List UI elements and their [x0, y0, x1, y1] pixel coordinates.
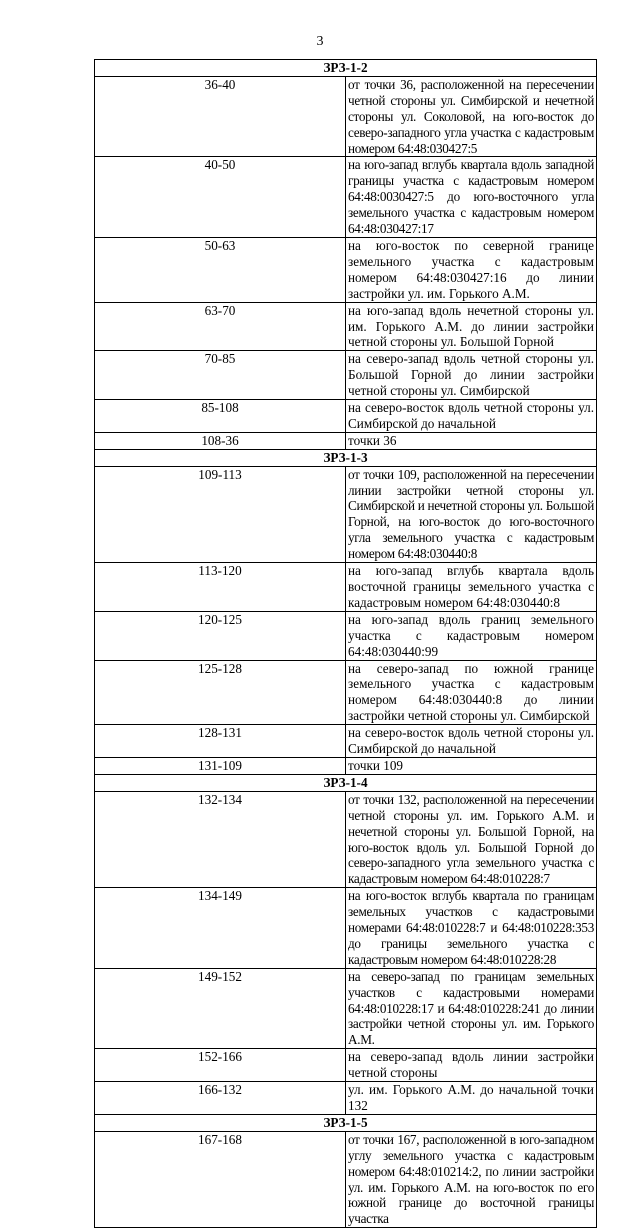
table-row — [95, 157, 597, 238]
boundary-description: на северо-запад по границам земельных участков с кадастровыми номерами 64:48:010228:17 и 64:48:010228:241 до линии застройки четной стороны ул. им. Горького А.М. — [346, 968, 597, 1049]
boundary-description: от точки 109, расположенной на пересечении линии застройки четной стороны ул. Симбирской и нечетной стороны ул. Большой Горной, на юго-восток до юго-восточного угла земельного участка с кадастровым номером 64:48:030440:8 — [346, 466, 597, 562]
point-range: 109-113 — [95, 466, 346, 562]
point-range: 108-36 — [95, 432, 346, 449]
table-row — [95, 400, 597, 433]
table-row — [95, 76, 597, 157]
table-row — [95, 302, 597, 351]
zone-title: ЗРЗ-1-5 — [95, 1114, 597, 1131]
boundary-description: от точки 36, расположенной на пересечении четной стороны ул. Симбирской и нечетной стороны ул. Соколовой, на юго-восток до северо-западного угла участка с кадастровым номером 64:48:030427:5 — [346, 76, 597, 157]
table-row — [95, 660, 597, 725]
table-row — [95, 466, 597, 562]
point-range: 70-85 — [95, 351, 346, 400]
boundary-description: на северо-восток вдоль четной стороны ул. Симбирской до начальной — [346, 725, 597, 758]
boundary-description: ул. им. Горького А.М. до начальной точки 132 — [346, 1082, 597, 1115]
zone-title: ЗРЗ-1-4 — [95, 774, 597, 791]
point-range: 152-166 — [95, 1049, 346, 1082]
zone-header-row — [95, 774, 597, 791]
table-row — [95, 432, 597, 449]
point-range: 36-40 — [95, 76, 346, 157]
zone-header-row — [95, 449, 597, 466]
boundary-description: на юго-восток вглубь квартала по границам земельных участков с кадастровыми номерами 64:48:010228:7 и 64:48:010228:353 до границы земельного участка с кадастровым номером 64:48:010228:28 — [346, 888, 597, 969]
boundary-description: на северо-запад вдоль линии застройки четной стороны — [346, 1049, 597, 1082]
boundary-description: на юго-запад вдоль границ земельного участка с кадастровым номером 64:48:030440:99 — [346, 611, 597, 660]
boundary-description: от точки 132, расположенной на пересечении четной стороны ул. им. Горького А.М. и нечетной стороны ул. Большой Горной, на юго-восток вдоль ул. Большой Горной до северо-западного угла земельного участка с кадастровым номером 64:48:010228:7 — [346, 791, 597, 887]
boundary-description: от точки 167, расположенной в юго-западном углу земельного участка с кадастровым номером 64:48:010214:2, по линии застройки ул. им. Горького А.М. на юго-восток по его южной границе до восточной границы участка — [346, 1131, 597, 1227]
point-range: 134-149 — [95, 888, 346, 969]
point-range: 166-132 — [95, 1082, 346, 1115]
zone-header-row — [95, 60, 597, 77]
boundary-description: точки 36 — [346, 432, 597, 449]
table-row — [95, 968, 597, 1049]
point-range: 50-63 — [95, 237, 346, 302]
boundary-description: на юго-запад вглубь квартала вдоль восточной границы земельного участка с кадастровым номером 64:48:030440:8 — [346, 563, 597, 612]
table-row — [95, 1131, 597, 1227]
table-row — [95, 725, 597, 758]
table-row — [95, 237, 597, 302]
table-row — [95, 563, 597, 612]
zone-title: ЗРЗ-1-3 — [95, 449, 597, 466]
zone-header-row — [95, 1114, 597, 1131]
point-range: 113-120 — [95, 563, 346, 612]
point-range: 167-168 — [95, 1131, 346, 1227]
boundary-description: на юго-запад вдоль нечетной стороны ул. им. Горького А.М. до линии застройки четной стороны ул. Большой Горной — [346, 302, 597, 351]
point-range: 149-152 — [95, 968, 346, 1049]
point-range: 131-109 — [95, 757, 346, 774]
point-range: 63-70 — [95, 302, 346, 351]
boundary-description: на юго-восток по северной границе земельного участка с кадастровым номером 64:48:030427:16 до линии застройки ул. им. Горького А.М. — [346, 237, 597, 302]
point-range: 40-50 — [95, 157, 346, 238]
point-range: 120-125 — [95, 611, 346, 660]
table-row — [95, 757, 597, 774]
boundary-description: на северо-восток вдоль четной стороны ул. Симбирской до начальной — [346, 400, 597, 433]
table-row — [95, 888, 597, 969]
table-row — [95, 1049, 597, 1082]
boundary-description: точки 109 — [346, 757, 597, 774]
point-range: 128-131 — [95, 725, 346, 758]
table-row — [95, 351, 597, 400]
boundary-description: на юго-запад вглубь квартала вдоль западной границы участка с кадастровым номером 64:48:0030427:5 до юго-восточного угла земельного участка с кадастровым номером 64:48:030427:17 — [346, 157, 597, 238]
boundary-description: на северо-запад по южной границе земельного участка с кадастровым номером 64:48:030440:8 до линии застройки четной стороны ул. Симбирской — [346, 660, 597, 725]
point-range: 85-108 — [95, 400, 346, 433]
table-row — [95, 611, 597, 660]
boundary-description: на северо-запад вдоль четной стороны ул. Большой Горной до линии застройки четной стороны ул. Симбирской — [346, 351, 597, 400]
page-number: 3 — [316, 34, 324, 49]
table-row — [95, 791, 597, 887]
boundary-table — [94, 59, 597, 1228]
point-range: 132-134 — [95, 791, 346, 887]
table-row — [95, 1082, 597, 1115]
zone-title: ЗРЗ-1-2 — [95, 60, 597, 77]
point-range: 125-128 — [95, 660, 346, 725]
